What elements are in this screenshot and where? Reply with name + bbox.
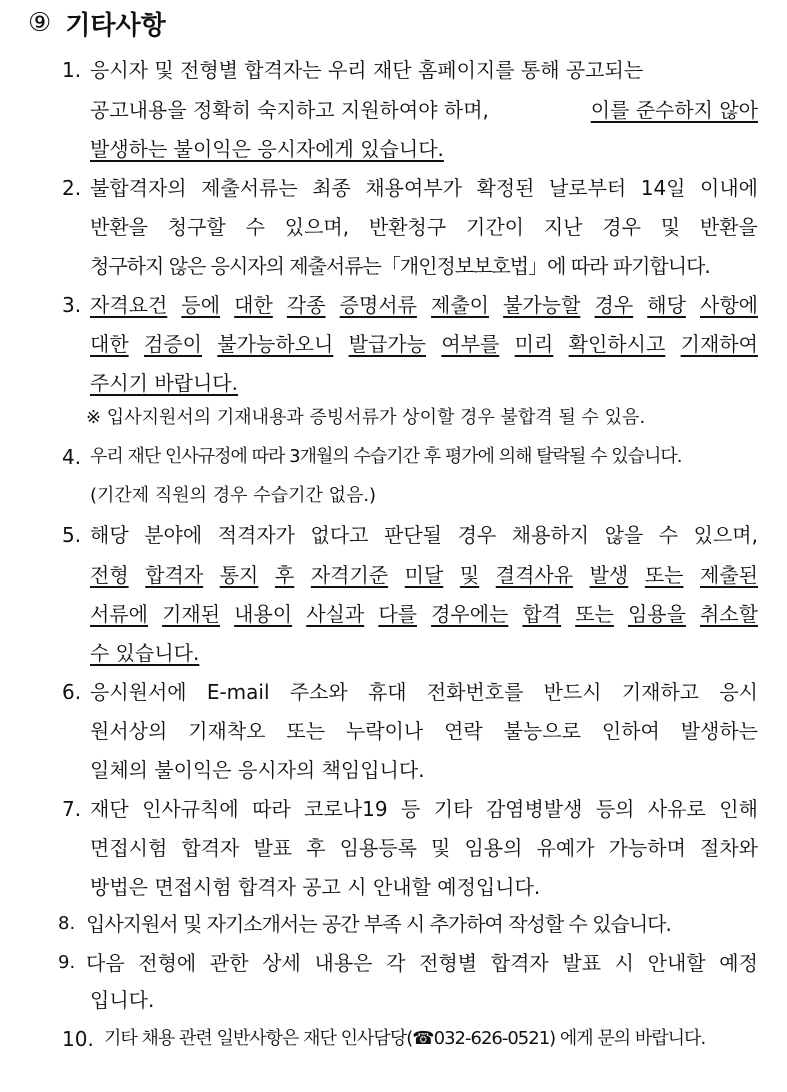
item-text: 방법은 면접시험 합격자 공고 시 안내할 예정입니다. (90, 875, 541, 899)
underlined-text: 대한 검증이 불가능하오니 발급가능 여부를 미리 확인하시고 기재하여 (90, 332, 758, 356)
underlined-text: 수 있습니다. (90, 641, 200, 665)
item-text: 우리 재단 인사규정에 따라 3개월의 수습기간 후 평가에 의해 탈락될 수 있습니다. (90, 446, 682, 467)
item-text: 면접시험 합격자 발표 후 임용등록 및 임용의 유예가 가능하며 절차와 (90, 836, 758, 860)
item-text: 반환을 청구할 수 있으며, 반환청구 기간이 지난 경우 및 반환을 (90, 215, 758, 239)
item-number: 6. (62, 680, 82, 704)
section-title: 기타사항 (65, 10, 166, 41)
underlined-text: 이를 준수하지 않아 (590, 98, 758, 122)
item-text: 입사지원서 및 자기소개서는 공간 부족 시 추가하여 작성할 수 있습니다. (86, 912, 671, 936)
item-number: 10. (62, 1027, 94, 1051)
item-number: 3. (62, 293, 82, 317)
item-number: 7. (62, 797, 82, 821)
item-text: 불합격자의 제출서류는 최종 채용여부가 확정된 날로부터 14일 이내에 (90, 176, 758, 200)
item-number: 9. (58, 952, 76, 973)
item-note: ※ 입사지원서의 기재내용과 증빙서류가 상이할 경우 불합격 될 수 있음. (86, 407, 646, 428)
item-text: 공고내용을 정확히 숙지하고 지원하여야 하며, (90, 98, 489, 122)
item-text: 응시자 및 전형별 합격자는 우리 재단 홈페이지를 통해 공고되는 (90, 58, 644, 82)
item-text: 재단 인사규칙에 따라 코로나19 등 기타 감염병발생 등의 사유로 인해 (90, 797, 758, 821)
section-heading (28, 6, 166, 40)
item-text: 원서상의 기재착오 또는 누락이나 연락 불능으로 인하여 발생하는 (90, 719, 758, 743)
item-text: 입니다. (90, 988, 155, 1012)
underlined-text: 발생하는 불이익은 응시자에게 있습니다. (90, 137, 444, 161)
item-number: 8. (58, 913, 76, 934)
underlined-text: 주시기 바랍니다. (90, 371, 238, 395)
item-number: 4. (62, 445, 82, 469)
underlined-text: 서류에 기재된 내용이 사실과 다를 경우에는 합격 또는 임용을 취소할 (90, 602, 758, 626)
item-text-line (90, 96, 758, 124)
item-text: 기타 채용 관련 일반사항은 재단 인사담당(☎032-626-0521) 에게 문의 바랍니다. (104, 1028, 706, 1049)
item-number: 5. (62, 523, 82, 547)
section-number: ⑨ (28, 8, 52, 38)
underlined-text: 자격요건 등에 대한 각종 증명서류 제출이 불가능할 경우 해당 사항에 (90, 293, 758, 317)
item-text: 일체의 불이익은 응시자의 책임입니다. (90, 758, 425, 782)
item-text: 청구하지 않은 응시자의 제출서류는「개인정보보호법」에 따라 파기합니다. (90, 254, 710, 278)
item-text: 응시원서에 E-mail 주소와 휴대 전화번호를 반드시 기재하고 응시 (90, 680, 758, 704)
item-text-line (90, 56, 758, 84)
item-number: 1. (62, 58, 82, 82)
item-text: 해당 분야에 적격자가 없다고 판단될 경우 채용하지 않을 수 있으며, (90, 523, 758, 547)
item-number: 2. (62, 176, 82, 200)
underlined-text: 전형 합격자 통지 후 자격기준 미달 및 결격사유 발생 또는 제출된 (90, 563, 758, 587)
item-text: 다음 전형에 관한 상세 내용은 각 전형별 합격자 발표 시 안내할 예정 (86, 951, 758, 975)
item-text: (기간제 직원의 경우 수습기간 없음.) (90, 485, 377, 506)
